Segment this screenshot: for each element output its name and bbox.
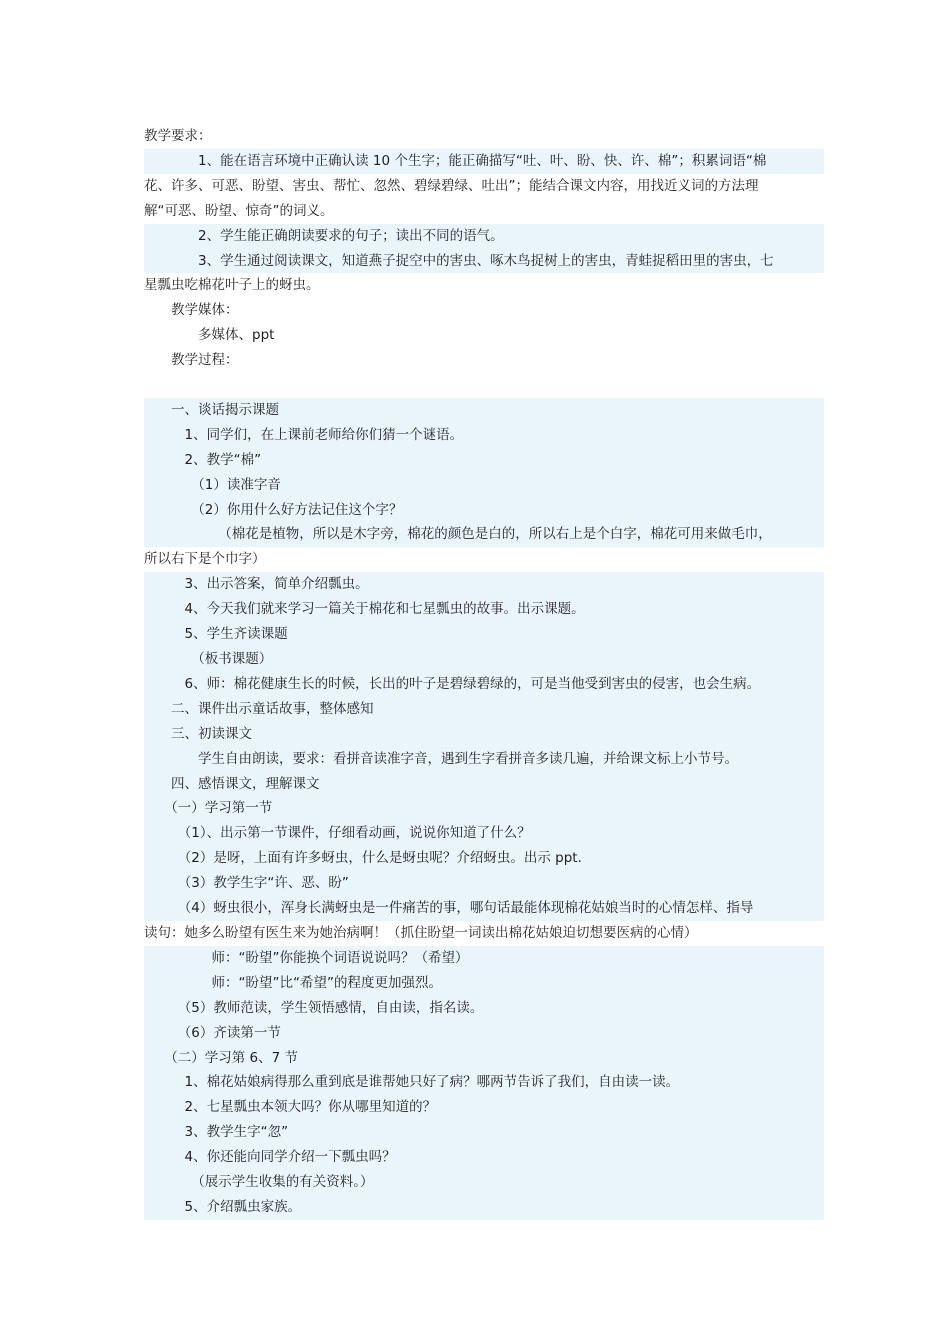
text-line: 学生自由朗读，要求：看拼音读准字音，遇到生字看拼音多读几遍，并给课文标上小节号。 [144, 747, 824, 772]
blank-line [144, 373, 824, 398]
text-line: 解“可恶、盼望、惊奇”的词义。 [144, 202, 334, 219]
text-line: 3、学生通过阅读课文，知道燕子捉空中的害虫、啄木鸟捉树上的害虫，青蛙捉稻田里的害虫，七 [144, 249, 824, 274]
subsection-heading: （一）学习第一节 [144, 796, 824, 821]
document-body [144, 124, 824, 1220]
text-line: （5）教师范读，学生领悟感情，自由读，指名读。 [144, 996, 824, 1021]
text-line: 3、出示答案，简单介绍瓢虫。 [144, 572, 824, 597]
text-line: （6）齐读第一节 [144, 1021, 824, 1046]
text-line: 4、你还能向同学介绍一下瓢虫吗？ [144, 1145, 824, 1170]
subsection-heading: （二）学习第 6、7 节 [144, 1046, 824, 1071]
section-heading: 二、课件出示童话故事，整体感知 [144, 697, 824, 722]
text-line: 所以右下是个巾字） [144, 551, 266, 568]
text-line: 师：“盼望”比“希望”的程度更加强烈。 [144, 971, 824, 996]
text-line: 读句：她多么盼望有医生来为她治病啊！（抓住盼望一词读出棉花姑娘迫切想要医病的心情） [144, 924, 698, 941]
text-line: 2、教学“棉” [144, 448, 824, 473]
text-line: （展示学生收集的有关资料。） [144, 1170, 824, 1195]
text-line: （2）是呀，上面有许多蚜虫，什么是蚜虫呢？介绍蚜虫。出示 ppt. [144, 846, 824, 871]
text-line: 1、棉花姑娘病得那么重到底是谁帮她只好了病？哪两节告诉了我们，自由读一读。 [144, 1070, 824, 1095]
text-line: 教学媒体： [144, 302, 239, 319]
text-line: 1、能在语言环境中正确认读 10 个生字；能正确描写“吐、叶、盼、快、许、棉”；积累词语“棉 [144, 149, 824, 174]
text-line: （2）你用什么好方法记住这个字？ [144, 498, 824, 523]
text-line: （棉花是植物，所以是木字旁，棉花的颜色是白的，所以右上是个白字，棉花可用来做毛巾， [144, 522, 824, 547]
text-line: 4、今天我们就来学习一篇关于棉花和七星瓢虫的故事。出示课题。 [144, 597, 824, 622]
text-line: （1）、出示第一节课件，仔细看动画，说说你知道了什么？ [144, 821, 824, 846]
text-line: 星瓢虫吃棉花叶子上的蚜虫。 [144, 277, 320, 294]
section-heading: 三、初读课文 [144, 722, 824, 747]
text-line: 2、七星瓢虫本领大吗？你从哪里知道的？ [144, 1095, 824, 1120]
text-line: 教学要求： [144, 128, 212, 144]
text-line: 1、同学们，在上课前老师给你们猜一个谜语。 [144, 423, 824, 448]
text-line: 多媒体、ppt [144, 327, 275, 344]
text-line: 3、教学生字“忽” [144, 1120, 824, 1145]
text-line: 5、学生齐读课题 [144, 622, 824, 647]
text-line: 师：“盼望”你能换个词语说说吗？（希望） [144, 946, 824, 971]
text-line: 花、许多、可恶、盼望、害虫、帮忙、忽然、碧绿碧绿、吐出”；能结合课文内容，用找近义词的方法理 [144, 177, 759, 194]
text-line: （板书课题） [144, 647, 824, 672]
text-line: 教学过程： [144, 352, 239, 369]
section-heading: 一、谈话揭示课题 [144, 398, 824, 423]
text-line: （4）蚜虫很小，浑身长满蚜虫是一件痛苦的事，哪句话最能体现棉花姑娘当时的心情怎样、指导 [144, 896, 824, 921]
text-line: 6、师：棉花健康生长的时候，长出的叶子是碧绿碧绿的，可是当他受到害虫的侵害，也会生病。 [144, 672, 824, 697]
text-line: 5、介绍瓢虫家族。 [144, 1195, 824, 1220]
text-line: 2、学生能正确朗读要求的句子；读出不同的语气。 [144, 224, 824, 249]
text-line: （1）读准字音 [144, 473, 824, 498]
section-heading: 四、感悟课文，理解课文 [144, 772, 824, 797]
text-line: （3）教学生字“许、恶、盼” [144, 871, 824, 896]
